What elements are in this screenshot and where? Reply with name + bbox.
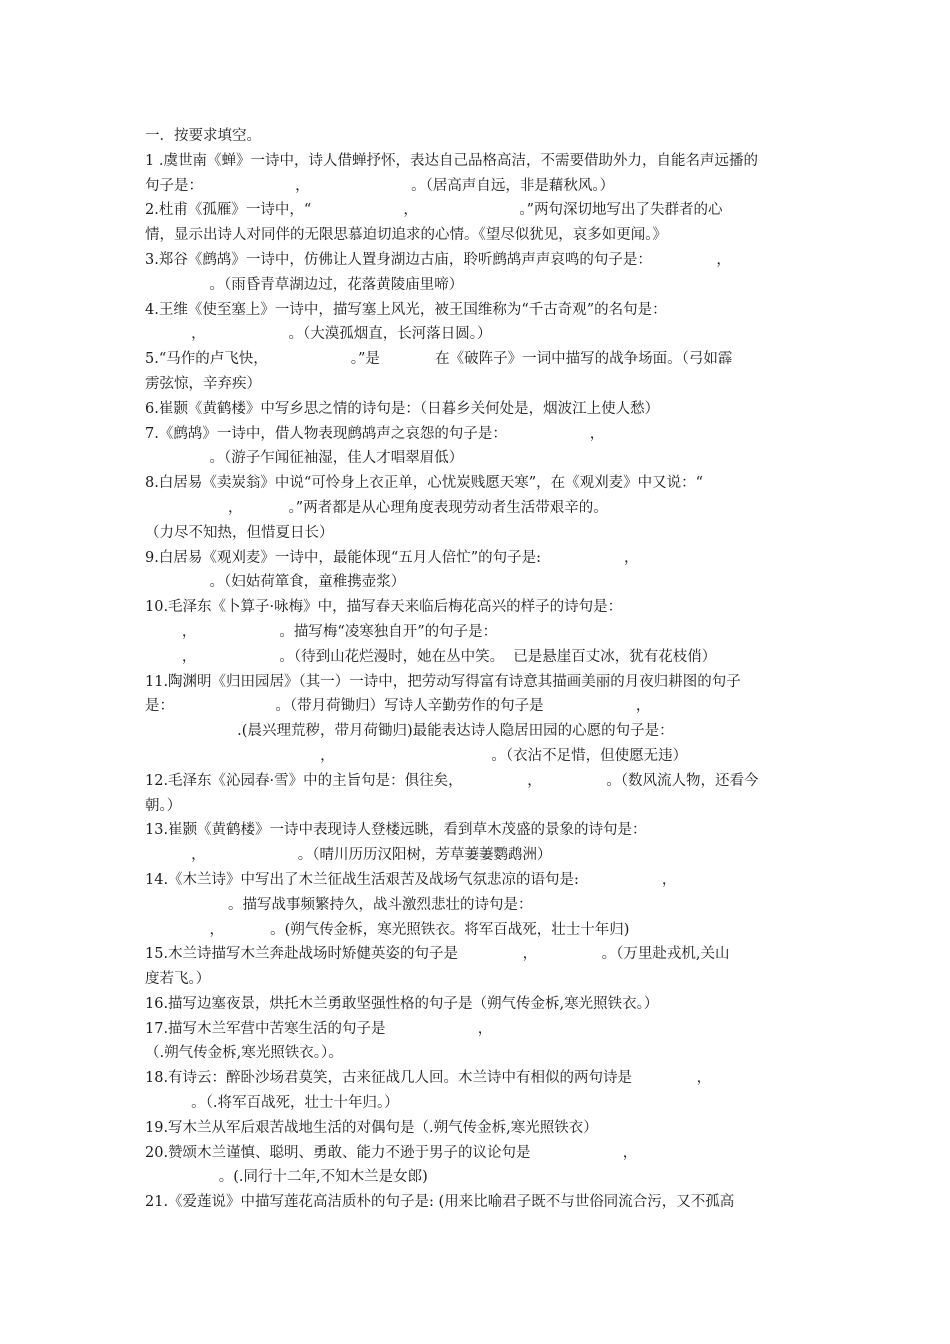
text-line: ， 。(朔气传金柝，寒光照铁衣。将军百战死，壮士十年归) bbox=[145, 921, 630, 938]
text-line: ， 。（衣沾不足惜，但使愿无违） bbox=[145, 747, 688, 764]
text-line: 。（.将军百战死，壮士十年归。） bbox=[145, 1095, 399, 1112]
text-line: 。（雨昏青草湖边过，花落黄陵庙里啼） bbox=[145, 276, 464, 293]
text-line: 15.木兰诗描写木兰奔赴战场时矫健英姿的句子是 ， 。（万里赴戎机,关山 bbox=[145, 946, 730, 963]
text-line: 8.白居易《卖炭翁》中说“可怜身上衣正单，心忧炭贱愿天寒”，在《观刈麦》中又说：“ bbox=[145, 475, 704, 492]
text-line: 13.崔颢《黄鹤楼》一诗中表现诗人登楼远眺，看到草木茂盛的景象的诗句是： bbox=[145, 822, 647, 839]
text-line: 。描写战事频繁持久，战斗激烈悲壮的诗句是： bbox=[145, 896, 533, 913]
text-line: 3.郑谷《鹧鸪》一诗中，仿佛让人置身湖边古庙，聆听鹧鸪声声哀鸣的句子是： ， bbox=[145, 251, 731, 268]
text-line: 情，显示出诗人对同伴的无限思慕迫切追求的心情。《望尽似犹见，哀多如更闻。》 bbox=[145, 227, 667, 244]
text-line: 20.赞颂木兰谨慎、聪明、勇敢、能力不逊于男子的议论句是 ， bbox=[145, 1144, 638, 1161]
text-line: 11.陶渊明《归田园居》（其一）一诗中，把劳动写得富有诗意其描画美丽的月夜归耕图的句子 bbox=[145, 673, 741, 690]
text-line: 雳弦惊，辛弃疾） bbox=[145, 375, 261, 392]
text-line: .(晨兴理荒秽，带月荷锄归)最能表达诗人隐居田园的心愿的句子是： bbox=[145, 723, 674, 740]
text-line: （.朔气传金柝,寒光照铁衣。）。 bbox=[145, 1045, 343, 1062]
text-line: （力尽不知热，但惜夏日长） bbox=[145, 524, 334, 541]
text-line: 朝。） bbox=[145, 797, 182, 814]
text-line: 16.描写边塞夜景，烘托木兰勇敢坚强性格的句子是（朔气传金柝,寒光照铁衣。） bbox=[145, 995, 659, 1012]
text-line: ， 。（待到山花烂漫时，她在丛中笑。 已是悬崖百丈冰，犹有花枝俏） bbox=[145, 648, 717, 665]
text-line: 6.崔颢《黄鹤楼》中写乡思之情的诗句是：（日暮乡关何处是，烟波江上使人愁） bbox=[145, 400, 660, 417]
text-line: 句子是： ， 。（居高声自远，非是藉秋风。） bbox=[145, 177, 615, 194]
text-line: 14.《木兰诗》中写出了木兰征战生活艰苦及战场气氛悲凉的语句是: ， bbox=[145, 871, 677, 888]
text-line: 1 .虞世南《蝉》一诗中，诗人借蝉抒怀，表达自己品格高洁，不需要借助外力，自能名声远播的 bbox=[145, 152, 758, 169]
text-line: 21.《爱莲说》中描写莲花高洁质朴的句子是: (用来比喻君子既不与世俗同流合污，又不孤高 bbox=[145, 1194, 735, 1211]
text-line: ， 。”两者都是从心理角度表现劳动者生活带艰辛的。 bbox=[145, 499, 608, 516]
text-line: 度若飞。） bbox=[145, 971, 211, 988]
text-line: 4.王维《使至塞上》一诗中，描写塞上风光，被王国维称为“千古奇观”的名句是： bbox=[145, 301, 667, 318]
text-line: 2.杜甫《孤雁》一诗中，“ ， 。”两句深切地写出了失群者的心 bbox=[145, 202, 723, 219]
text-line: 10.毛泽东《卜算子·咏梅》中，描写春天来临后梅花高兴的样子的诗句是： bbox=[145, 599, 623, 616]
text-line: 。(.同行十二年,不知木兰是女郎) bbox=[145, 1169, 428, 1186]
document-page bbox=[145, 124, 813, 1215]
text-line: 一．按要求填空。 bbox=[145, 128, 261, 144]
text-line: 。（游子乍闻征袖湿，佳人才唱翠眉低） bbox=[145, 450, 464, 467]
text-line: ， 。（晴川历历汉阳树，芳草萋萋鹦鹉洲） bbox=[145, 847, 552, 864]
text-line: 。（妇姑荷箪食，童稚携壶浆） bbox=[145, 574, 406, 591]
text-line: ， 。（大漠孤烟直，长河落日圆。） bbox=[145, 326, 492, 343]
text-line: 12.毛泽东《沁园春·雪》中的主旨句是：俱往矣， ， 。（数风流人物，还看今 bbox=[145, 772, 759, 789]
text-line: 是： 。（带月荷锄归）写诗人辛勤劳作的句子是 ， bbox=[145, 698, 651, 715]
text-line: 9.白居易《观刈麦》一诗中，最能体现“五月人倍忙”的句子是: ， bbox=[145, 549, 639, 566]
text-line: 18.有诗云：醉卧沙场君莫笑，古来征战几人回。木兰诗中有相似的两句诗是 ， bbox=[145, 1070, 712, 1087]
text-line: ， 。描写梅“凌寒独自开”的句子是： bbox=[145, 623, 498, 640]
text-line: 5.“马作的卢飞快， 。”是 在《破阵子》一词中描写的战争场面。（弓如霹 bbox=[145, 351, 733, 368]
text-line: 17.描写木兰军营中苦寒生活的句子是 ， bbox=[145, 1020, 493, 1037]
text-line: 7.《鹧鸪》一诗中，借人物表现鹧鸪声之哀怨的句子是： ， bbox=[145, 425, 605, 442]
text-line: 19.写木兰从军后艰苦战地生活的对偶句是（.朔气传金柝,寒光照铁衣） bbox=[145, 1119, 598, 1136]
